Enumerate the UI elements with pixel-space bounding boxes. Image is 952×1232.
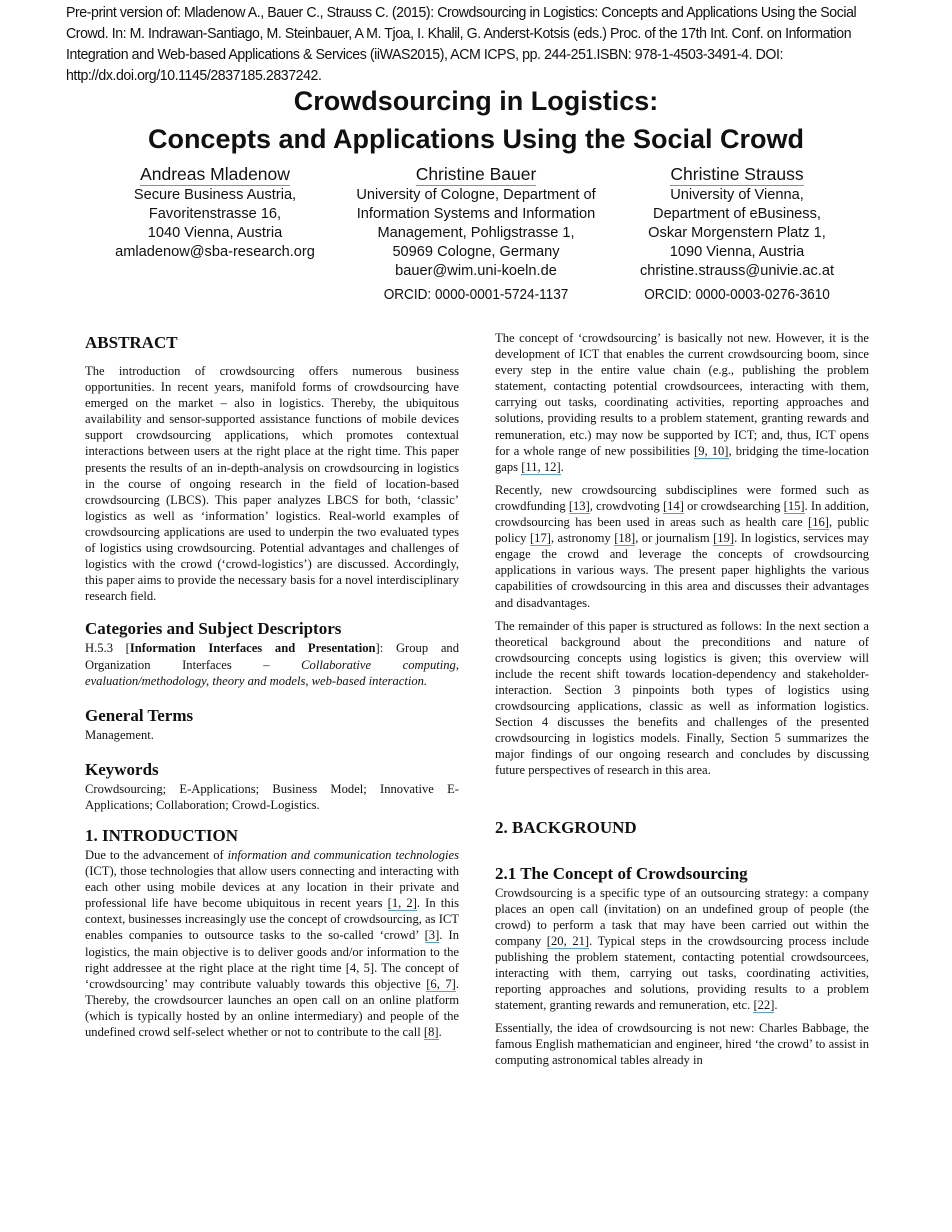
author-affiliation-line: amladenow@sba-research.org [115,244,315,260]
abstract-body [85,363,459,604]
italic-text: information and communication technologies [227,847,459,862]
text-run: Due to the advancement of [85,847,228,862]
author-affiliation-line: University of Cologne, Department of [356,187,596,203]
paragraph [495,482,869,611]
citation-link[interactable]: [11, 12] [521,459,561,474]
text-run: (ICT), those technologies that allow users connecting and interacting with each other using mobile devices at any location in their private and professional life have become ubiquitous in recent years [85,864,459,911]
author-orcid: ORCID: 0000-0001-5724-1137 [383,287,569,303]
keywords-heading: Keywords [85,759,159,779]
citation-link[interactable]: [3] [424,928,440,943]
introduction-continued [495,330,869,779]
author-affiliation-line: Favoritenstrasse 16, [148,206,282,222]
left-column [85,330,459,1047]
text-run: , or journalism [635,531,714,546]
text-run: , crowdvoting [589,498,663,513]
author-block [100,163,330,262]
paper-title-line-2: Concepts and Applications Using the Social Crowd [147,124,805,154]
citation-link[interactable]: [1, 2] [387,896,417,911]
text-run: The concept of ‘crowdsourcing’ is basically not new. However, it is the development of ICT that enables the current crowdsourcing boom, since every step in the entire value chain (e.g., publishing the problem statement, contacting potential crowdsourcees, interacting with them, carrying out tasks, coordinating activities, reporting approaches and solutions, providing results to a problem statement, granting rewards and remuneration, etc.) may now be supported by ICT; and, thus, ICT opens for a whole range of new possibilities [495,331,869,458]
citation-link[interactable]: [6, 7] [426,976,456,991]
citation-link[interactable]: [8] [423,1025,439,1039]
paragraph [85,640,459,688]
categories-heading: Categories and Subject Descriptors [85,619,342,639]
introduction-body [85,847,459,1040]
text-run: Crowdsourcing is a specific type of an outsourcing strategy: a company places an open call (invitation) on an undefined group of people (the crowd) to perform a task that may have been carried out within the company [495,885,869,948]
author-affiliation-line: 1090 Vienna, Austria [669,244,805,260]
author-affiliation-line: bauer@wim.uni-koeln.de [395,263,557,279]
preprint-notice: Pre-print version of: Mladenow A., Bauer C., Strauss C. (2015): Crowdsourcing in Logistics: Concepts and Applications Using the Social Crowd. In: M. Indrawan-Santiago, M. Steinbauer, A M. Tjoa, I. Khalil, G. Anderst-Kotsis (eds.) Proc. of the 17th Int. Conf. on Information Integration and Web-based Applications & Services (iiWAS2015), ACM ICPS, pp. 244-251.ISBN: 978-1-4503-3491-4. DOI: http://dx.doi.org/10.1145/2837185.2837242. [66,4,857,84]
paragraph [495,330,869,475]
citation-link[interactable]: [18] [614,531,636,546]
right-column [495,330,869,1076]
text-run: The introduction of crowdsourcing offers numerous business opportunities. In recent years, manifold forms of crowdsourcing have emerged on the market – also in logistics. Thereby, the ubiquitous availability and sensor-supported assistance functions of mobile devices support crowdsourcing applications, which promotes contextual interactions between users at the right place at the right time. This paper presents the results of an in-depth-analysis on crowdsourcing in logistics in the course of ongoing research in the field of location-based crowdsourcing (LBCS). This paper analyzes LBCS for both, ‘classic’ logistics as well as ‘information’ logistics. Real-world examples of crowdsourcing applications are used to underpin the two evaluated types of logistics using crowdsourcing. Potential advantages and challenges of logistics with the crowd (‘crowd-logistics’) are discussed. Accordingly, this paper aims to provide the necessary basis for a novel interdisciplinary research field. [85,364,459,604]
author-name[interactable]: Christine Bauer [415,164,537,184]
introduction-heading: 1. INTRODUCTION [85,825,239,845]
paragraph [85,363,459,604]
text-run: ]: Group and Organization Interfaces – [85,641,460,672]
author-name[interactable]: Andreas Mladenow [140,164,290,184]
paragraph [495,618,869,779]
bold-text: Information Interfaces and Presentation [129,641,376,656]
text-run: Essentially, the idea of crowdsourcing is not new: Charles Babbage, the famous English mathematician and engineer, hired ‘the crowd’ to assist in computing astronomical tables already in [495,1021,869,1068]
text-run: or crowdsearching [683,498,784,513]
author-block [622,163,852,305]
citation-link[interactable]: [22] [753,998,775,1013]
author-affiliation-line: University of Vienna, [670,187,804,203]
general-terms-heading: General Terms [85,705,194,725]
text-run: . In logistics, the main objective is to deliver goods and/or information to the right addressee at the right place at the right time [4, 5]. The concept of ‘crowdsourcing’ may contribute valuably towards this objective [85,928,459,991]
author-affiliation-line: christine.strauss@univie.ac.at [639,263,835,279]
author-affiliation-line: Secure Business Austria, [133,187,297,203]
author-name[interactable]: Christine Strauss [670,164,804,184]
text-run: , astronomy [550,531,615,546]
paragraph [85,727,459,743]
text-run: . In logistics, services may engage the crowd and leverage the concepts of crowdsourcing applications in various ways. The present paper highlights the various capabilities of crowdsourcing in this area and discusses their advantages and disadvantages. [495,531,869,610]
text-run: , bridging the time-location gaps [495,443,869,474]
text-run: . In addition, crowdsourcing has been used in areas such as health care [495,498,869,530]
text-run: , public policy [495,515,869,546]
author-affiliation-line: 1040 Vienna, Austria [147,225,283,241]
text-run: Management. [85,727,154,742]
author-block [340,163,612,305]
citation-link[interactable]: [15] [783,498,805,513]
text-run: . [560,459,564,474]
author-affiliation-line: Management, Pohligstrasse 1, [377,225,575,241]
paragraph [495,885,869,1014]
text-run: Recently, new crowdsourcing subdisciplines were formed such as crowdfunding [495,482,869,513]
concept-body [495,885,869,1069]
abstract-heading: ABSTRACT [85,333,178,352]
paragraph [495,1020,869,1068]
author-affiliation-line: Information Systems and Information [356,206,596,222]
text-run: The remainder of this paper is structured as follows: In the next section a theoretical background about the preconditions and nature of crowdsourcing concepts using logistics is given; this overview will include the recent shift towards location-dependency and stakeholder-interaction. Section 3 pinpoints both types of logistics using crowdsourcing applications, classic as well as information logistics. Section 4 discusses the benefits and challenges of the presented crowdsourcing in logistics models. Finally, Section 5 summarizes the major findings of our ongoing research and concludes by discussing future perspectives of research in this area. [495,618,869,778]
text-run: . [774,998,778,1013]
paragraph [85,781,459,813]
paragraph [85,847,459,1040]
citation-link[interactable]: [19] [713,531,735,546]
paper-title-line-1: Crowdsourcing in Logistics: [293,86,659,116]
italic-text: Collaborative computing, evaluation/methodology, theory and models, web-based interaction. [85,657,459,688]
author-affiliation-line: 50969 Cologne, Germany [392,244,560,260]
author-affiliation-line: Department of eBusiness, [653,206,821,222]
author-orcid: ORCID: 0000-0003-0276-3610 [644,287,830,303]
citation-link[interactable]: [17] [529,531,551,546]
background-heading: 2. BACKGROUND [495,817,637,837]
keywords-body [85,781,459,813]
text-run: . In this context, businesses increasingly use the concept of crowdsourcing, as ICT enables companies to outsource tasks to the so-called ‘crowd’ [85,896,459,943]
text-run: . Thereby, the crowdsourcer launches an open call on an online platform (which is typically hosted by an online intermediary) and people of the undefined crowd self-select whether or not to contribute to the call [85,976,459,1039]
text-run: . [438,1025,442,1039]
citation-link[interactable]: [16] [808,515,829,530]
concept-heading: 2.1 The Concept of Crowdsourcing [495,863,748,883]
citation-link[interactable]: [9, 10] [694,443,729,458]
citation-link[interactable]: [20, 21] [546,933,590,948]
citation-link[interactable]: [13] [568,498,590,513]
citation-link[interactable]: [14] [662,498,684,513]
text-run: H.5.3 [ [85,641,130,656]
general-terms-body [85,727,459,743]
text-run: Crowdsourcing; E-Applications; Business Model; Innovative E-Applications; Collaboration; Crowd-Logistics. [85,781,459,812]
categories-body [85,640,459,688]
text-run: . Typical steps in the crowdsourcing process include publishing the problem statement, contacting potential crowdsourcees, interacting with them, carrying out tasks, coordinating activities, reporting approaches and solutions, providing results to a problem statement, granting rewards and remuneration, etc. [495,933,869,1013]
author-affiliation-line: Oskar Morgenstern Platz 1, [648,225,826,241]
